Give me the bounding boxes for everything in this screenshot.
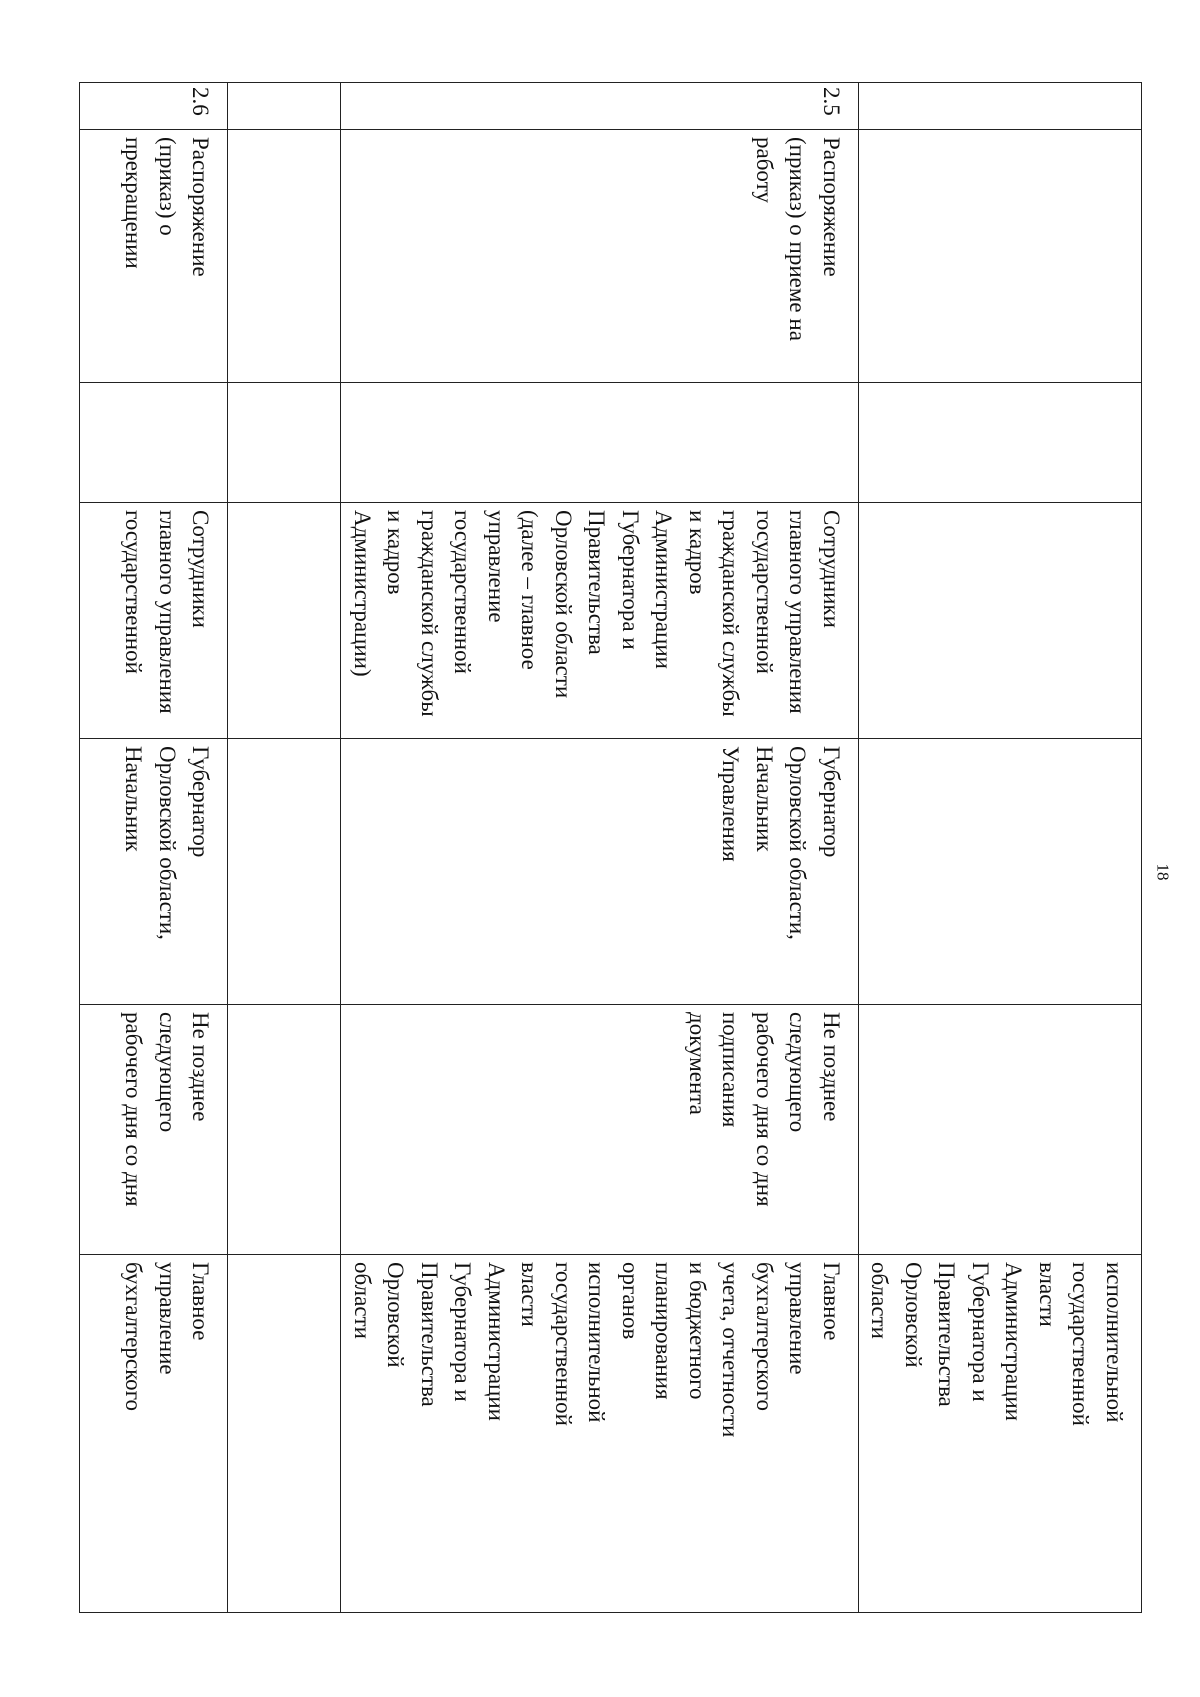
cell-recipient: исполнительной государственной власти Администрации Губернатора и Правительства Орловской области	[859, 1255, 1142, 1613]
cell-recipient: Главное управление бухгалтерского	[80, 1255, 228, 1613]
cell-empty	[80, 383, 228, 503]
table-row	[859, 83, 1142, 1613]
cell-approver	[228, 739, 341, 1005]
cell-empty	[228, 383, 341, 503]
cell-number: 2.5	[341, 83, 859, 130]
cell-document: Распоряжение (приказ) о приеме на работу	[341, 130, 859, 383]
cell-number	[859, 83, 1142, 130]
cell-recipient: Главное управление бухгалтерского учета, отчетности и бюджетного планирования органов исполнительной государственной власти Администрации Губернатора и Правительства Орловской области	[341, 1255, 859, 1613]
cell-responsible: Сотрудники главного управления государственной	[80, 503, 228, 739]
cell-responsible: Сотрудники главного управления государственной гражданской службы и кадров Администрации Губернатора и Правительства Орловской области (далее – главное управление государственной гражданской службы и кадров Администрации)	[341, 503, 859, 739]
cell-approver: Губернатор Орловской области, Начальник Управления	[341, 739, 859, 1005]
cell-deadline: Не позднее следующего рабочего дня со дня подписания документа	[341, 1005, 859, 1255]
cell-approver: Губернатор Орловской области, Начальник	[80, 739, 228, 1005]
cell-responsible	[228, 503, 341, 739]
cell-deadline	[228, 1005, 341, 1255]
page-number: 18	[1153, 863, 1173, 881]
cell-recipient	[228, 1255, 341, 1613]
rotated-table-wrapper	[96, 82, 1142, 1612]
document-table	[80, 82, 1143, 1613]
cell-deadline: Не позднее следующего рабочего дня со дня	[80, 1005, 228, 1255]
cell-document: Распоряжение (приказ) о прекращении	[80, 130, 228, 383]
cell-empty	[859, 383, 1142, 503]
cell-document	[859, 130, 1142, 383]
cell-number	[228, 83, 341, 130]
cell-responsible	[859, 503, 1142, 739]
cell-approver	[859, 739, 1142, 1005]
cell-deadline	[859, 1005, 1142, 1255]
table-row	[80, 83, 228, 1613]
cell-empty	[341, 383, 859, 503]
cell-number: 2.6	[80, 83, 228, 130]
cell-document	[228, 130, 341, 383]
table-row	[228, 83, 341, 1613]
table-row	[341, 83, 859, 1613]
